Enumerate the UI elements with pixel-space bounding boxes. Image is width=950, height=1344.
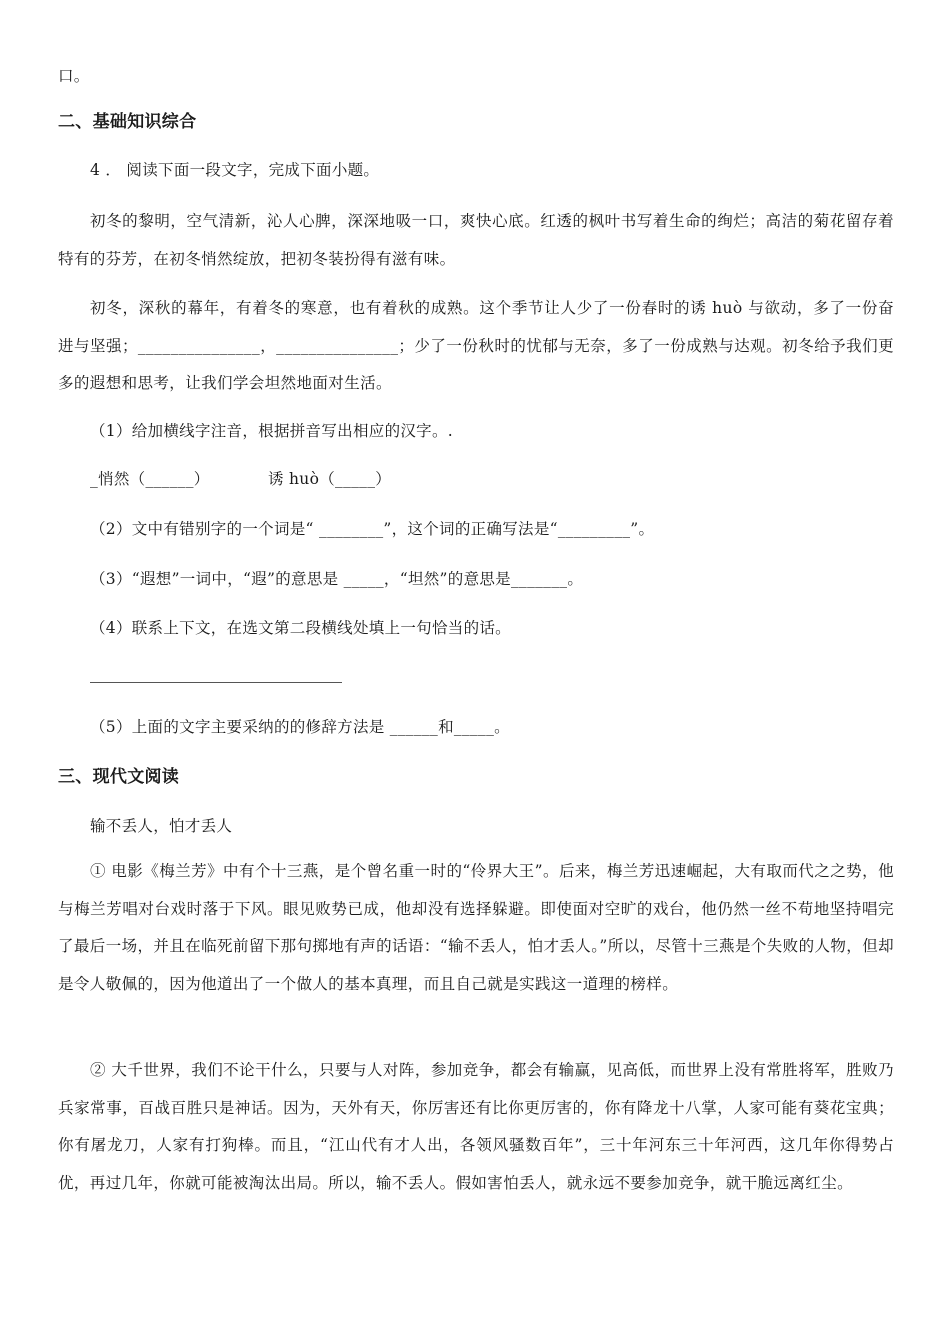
passage-paragraph-2: 初冬，深秋的幕年，有着冬的寒意，也有着秋的成熟。这个季节让人少了一份春时的诱 huò 与欲动，多了一份奋进与坚强；_______________，_______________；少了一份秋时的忧郁与无奈，多了一份成熟与达观。初冬给予我们更多的遐想和思考，让我们学会坦然地面对生活。 [58,299,894,392]
subquestion-1-blank-b: 诱 huò（_____） [268,470,392,488]
subquestion-3: （3）“遐想”一词中，“遐”的意思是 _____，“坦然”的意思是_______。 [90,570,584,588]
article-title: 输不丢人，怕才丢人 [90,817,233,835]
subquestion-1: （1）给加横线字注音，根据拼音写出相应的汉字。. [90,422,453,440]
question-4-intro: 4 ． 阅读下面一段文字，完成下面小题。 [90,161,380,179]
answer-line [90,682,342,683]
section-heading-basic-knowledge: 二、基础知识综合 [58,112,197,132]
section-heading-modern-reading: 三、现代文阅读 [58,767,180,787]
article-paragraph-1: ① 电影《梅兰芳》中有个十三燕，是个曾名重一时的“伶界大王”。后来，梅兰芳迅速崛起，大有取而代之之势，他与梅兰芳唱对台戏时落于下风。眼见败势已成，他却没有选择躲避。即使面对空旷的戏台，他仍然一丝不苟地坚持唱完了最后一场，并且在临死前留下那句掷地有声的话语：“输不丢人，怕才丢人。”所以，尽管十三燕是个失败的人物，但却是令人敬佩的，因为他道出了一个做人的基本真理，而且自己就是实践这一道理的榜样。 [58,862,894,993]
previous-text-fragment: 口。 [58,67,90,85]
subquestion-5: （5）上面的文字主要采纳的的修辞方法是 ______和_____。 [90,718,510,736]
subquestion-4: （4）联系上下文，在选文第二段横线处填上一句恰当的话。 [90,619,511,637]
subquestion-1-blank-a: _悄然（______） [90,470,210,488]
subquestion-2: （2）文中有错别字的一个词是“ ________”，这个词的正确写法是“_________”。 [90,520,655,538]
passage-paragraph-1: 初冬的黎明，空气清新，沁人心脾，深深地吸一口，爽快心底。红透的枫叶书写着生命的绚烂；高洁的菊花留存着特有的芬芳，在初冬悄然绽放，把初冬装扮得有滋有味。 [58,212,894,268]
article-paragraph-2: ② 大千世界，我们不论干什么，只要与人对阵，参加竞争，都会有输赢，见高低，而世界上没有常胜将军，胜败乃兵家常事，百战百胜只是神话。因为，天外有天，你厉害还有比你更厉害的，你有降龙十八掌，人家可能有葵花宝典；你有屠龙刀，人家有打狗棒。而且，“江山代有才人出，各领风骚数百年”，三十年河东三十年河西，这几年你得势占优，再过几年，你就可能被淘汰出局。所以，输不丢人。假如害怕丢人，就永远不要参加竞争，就干脆远离红尘。 [58,1061,894,1192]
